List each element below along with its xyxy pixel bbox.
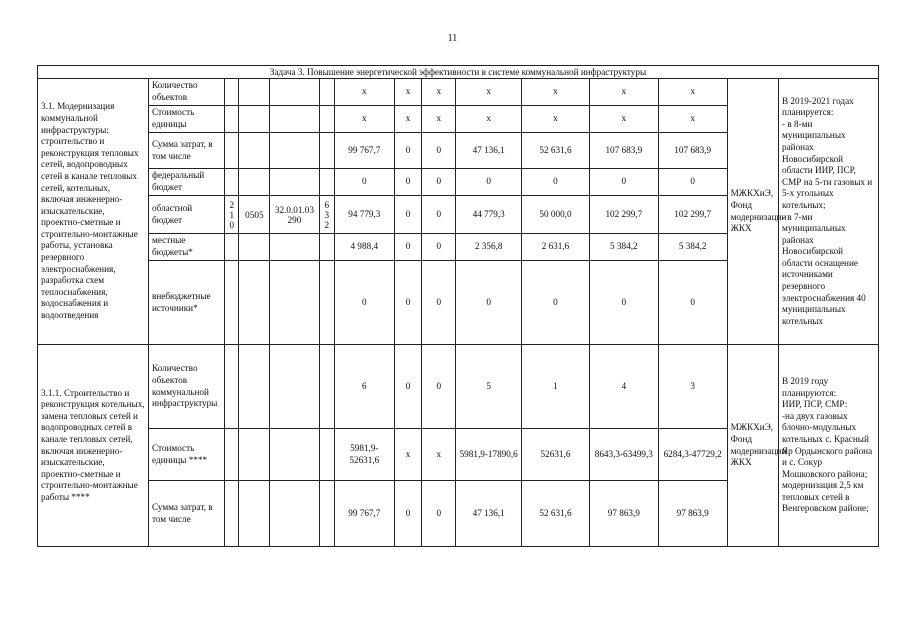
cell-value: x xyxy=(658,106,727,133)
cell-value: x xyxy=(456,106,522,133)
cell-value: x xyxy=(335,79,395,106)
code-grbs: 210 xyxy=(225,196,239,234)
cell-value: 47 136,1 xyxy=(456,133,522,169)
executor: МЖКХиЭ, Фонд модернизации ЖКХ xyxy=(727,345,778,547)
cell-value: 0 xyxy=(658,169,727,196)
cell-value: 5981,9-17890,6 xyxy=(456,429,522,481)
row-label: внебюджетные источники* xyxy=(149,261,225,345)
row-label: Сумма затрат, в том числе xyxy=(149,481,225,547)
cell-value: x xyxy=(394,429,422,481)
cell-value: 107 683,9 xyxy=(589,133,658,169)
cell-value: 6 xyxy=(335,345,395,429)
cell-value: 0 xyxy=(422,169,456,196)
cell-value: 0 xyxy=(394,196,422,234)
cell-value: 2 356,8 xyxy=(456,234,522,261)
measure-name: 3.1.1. Строительство и реконструкция котельных, замена тепловых сетей и водопроводных сетей в канале тепловых сетей, включая инженерно-изыскательские, проектно-сметные и строительно-монтажные работы **** xyxy=(38,345,149,547)
cell-value: 0 xyxy=(394,234,422,261)
cell-value: 5 384,2 xyxy=(589,234,658,261)
cell-value: 0 xyxy=(394,261,422,345)
cell-value: 4 xyxy=(589,345,658,429)
cell-value: 0 xyxy=(335,169,395,196)
cell-value: x xyxy=(522,106,590,133)
expected-results: В 2019-2021 годах планируется: - в 8-ми муниципальных районах Новосибирской области ИИР, ПСР, СМР на 5-ти газовых и 5-х угольных котельных; - в 7-ми муниципальных районах Новосибирской области оснащение источниками резервного электроснабжения 40 муниципальных котельных xyxy=(779,79,879,345)
cell-value: 0 xyxy=(422,196,456,234)
cell-value: 6284,3-47729,2 xyxy=(658,429,727,481)
cell-value: x xyxy=(394,79,422,106)
cell-value: x xyxy=(394,106,422,133)
cell-value: 94 779,3 xyxy=(335,196,395,234)
page-number: 11 xyxy=(447,33,458,44)
cell-value: 44 779,3 xyxy=(456,196,522,234)
code-csr: 32.0.01.03290 xyxy=(270,196,319,234)
cell-value: 5 384,2 xyxy=(658,234,727,261)
cell-value: x xyxy=(335,106,395,133)
cell-value: 0 xyxy=(658,261,727,345)
cell-value: 0 xyxy=(422,133,456,169)
cell-value: 0 xyxy=(422,234,456,261)
cell-value: 0 xyxy=(394,169,422,196)
cell-value: 0 xyxy=(422,481,456,547)
row-label: Стоимость единицы xyxy=(149,106,225,133)
cell-value: 0 xyxy=(589,169,658,196)
measure-name: 3.1. Модернизация коммунальной инфраструктуры: строительство и реконструкция тепловых сетей, водопроводных сетей в канале тепловых сетей, котельных, включая инженерно-изыскательские, проектно-сметные и строительно-монтажные работы, установка резервного электроснабжения, разработка схем теплоснабжения, водоснабжения и водоотведения xyxy=(38,79,149,345)
cell-value: 0 xyxy=(422,345,456,429)
row-label: Стоимость единицы **** xyxy=(149,429,225,481)
cell-value: 3 xyxy=(658,345,727,429)
cell-value: 102 299,7 xyxy=(589,196,658,234)
cell-value: 0 xyxy=(456,261,522,345)
cell-value: 99 767,7 xyxy=(335,481,395,547)
cell-value: 0 xyxy=(394,133,422,169)
code-rz: 0505 xyxy=(239,196,270,234)
expected-results: В 2019 году планируются: ИИР, ПСР, СМР: -на двух газовых блочно-модульных котельных с. Красный Яр Ордынского района и с. Сокур Мошковского района; модернизация 2,5 км тепловых сетей в Венгеровском районе; xyxy=(779,345,879,547)
cell-value: 99 767,7 xyxy=(335,133,395,169)
code-vr: 632 xyxy=(319,196,334,234)
cell-value: 50 000,0 xyxy=(522,196,590,234)
row-label: местные бюджеты* xyxy=(149,234,225,261)
row-label: Количество объектов коммунальной инфраструктуры xyxy=(149,345,225,429)
cell-value: 5981,9-52631,6 xyxy=(335,429,395,481)
cell-value: 1 xyxy=(522,345,590,429)
cell-value: 0 xyxy=(522,169,590,196)
cell-value: x xyxy=(422,79,456,106)
cell-value: 0 xyxy=(589,261,658,345)
executor: МЖКХиЭ, Фонд модернизации ЖКХ xyxy=(727,79,778,345)
cell-value: 52 631,6 xyxy=(522,481,590,547)
cell-value: 97 863,9 xyxy=(658,481,727,547)
program-table xyxy=(37,65,879,547)
row-label: федеральный бюджет xyxy=(149,169,225,196)
cell-value: x xyxy=(422,429,456,481)
cell-value: 0 xyxy=(456,169,522,196)
cell-value: 0 xyxy=(422,261,456,345)
cell-value: 2 631,6 xyxy=(522,234,590,261)
cell-value: 102 299,7 xyxy=(658,196,727,234)
cell-value: 0 xyxy=(335,261,395,345)
cell-value: 0 xyxy=(394,345,422,429)
cell-value: 52631,6 xyxy=(522,429,590,481)
cell-value: x xyxy=(589,106,658,133)
row-label: Количество объектов xyxy=(149,79,225,106)
cell-value: 0 xyxy=(522,261,590,345)
cell-value: 97 863,9 xyxy=(589,481,658,547)
cell-value: x xyxy=(456,79,522,106)
cell-value: 107 683,9 xyxy=(658,133,727,169)
cell-value: x xyxy=(658,79,727,106)
task-title: Задача 3. Повышение энергетической эффективности в системе коммунальной инфраструктуры xyxy=(38,66,879,79)
cell-value: 5 xyxy=(456,345,522,429)
row-label: Сумма затрат, в том числе xyxy=(149,133,225,169)
cell-value: x xyxy=(522,79,590,106)
cell-value: x xyxy=(589,79,658,106)
cell-value: 4 988,4 xyxy=(335,234,395,261)
cell-value: 8643,3-63499,3 xyxy=(589,429,658,481)
cell-value: 52 631,6 xyxy=(522,133,590,169)
cell-value: 47 136,1 xyxy=(456,481,522,547)
cell-value: 0 xyxy=(394,481,422,547)
row-label: областной бюджет xyxy=(149,196,225,234)
cell-value: x xyxy=(422,106,456,133)
